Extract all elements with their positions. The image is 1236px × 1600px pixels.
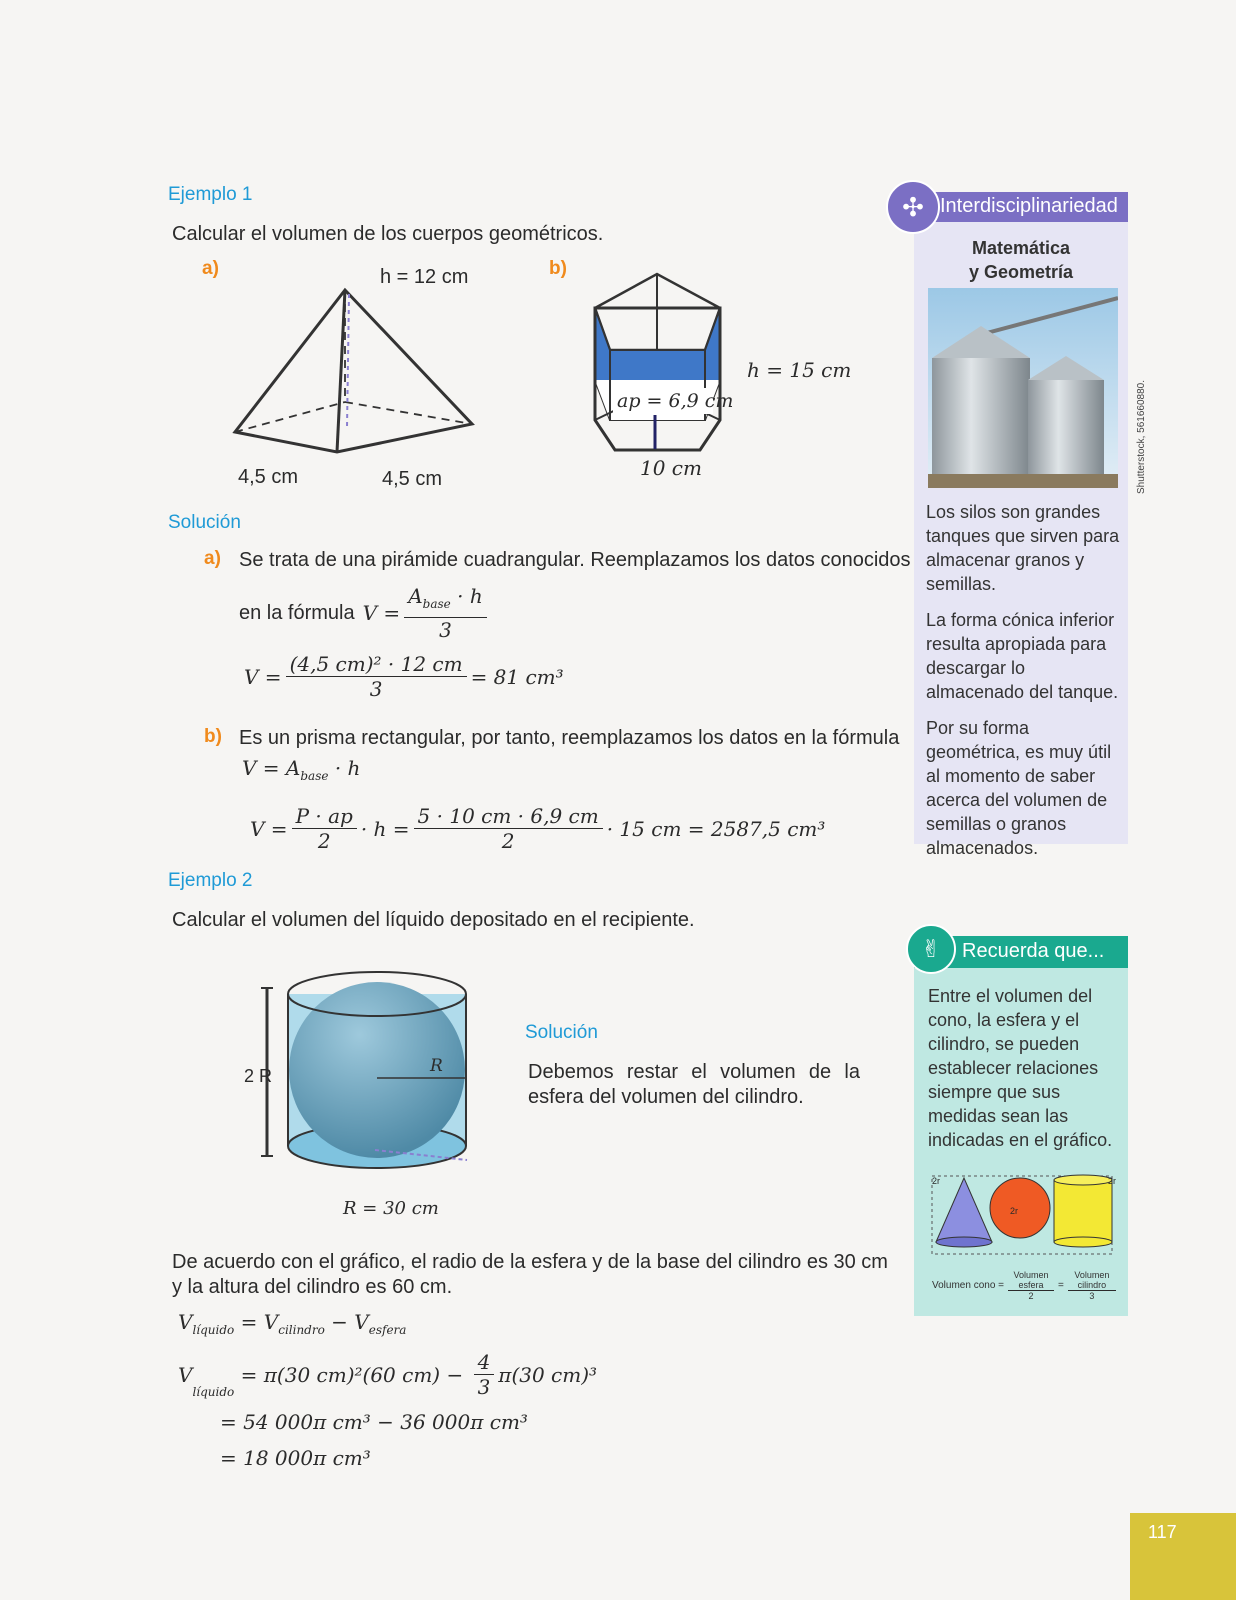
example2-statement: Calcular el volumen del líquido depositado en el recipiente.	[172, 909, 695, 931]
sol-b-label: b)	[204, 726, 222, 747]
calc-a-result: = 81 cm³	[470, 664, 564, 689]
calc-b-lhs: V =	[250, 816, 288, 841]
calc-a-lhs: V =	[244, 664, 282, 689]
eq2-fraction	[474, 1350, 495, 1399]
fig-a-height: h = 12 cm	[380, 266, 469, 288]
calc-b-fraction1	[292, 804, 357, 853]
calc-b-mid: · h =	[360, 816, 410, 841]
fig-a-side1: 4,5 cm	[238, 466, 299, 488]
recuerda-header: Recuerda que...	[962, 940, 1105, 962]
eq1-v: V	[178, 1310, 193, 1334]
equation-4: = 18 000π cm³	[220, 1446, 371, 1470]
formula-b-main: V = A	[242, 756, 301, 780]
calc-b-num2: 5 · 10 cm · 6,9 cm	[414, 804, 603, 829]
sol-b-text1: Es un prisma rectangular, por tanto, reemplazamos los datos en la fórmula	[239, 727, 900, 749]
formula-b-rest: · h	[328, 756, 361, 780]
interdisciplinariedad-p2: La forma cónica inferior resulta apropiada para descargar lo almacenado del tanque.	[926, 610, 1119, 702]
interdisciplinariedad-p3: Por su forma geométrica, es muy útil al momento de saber acerca del volumen de semillas o granos almacenados.	[926, 718, 1112, 858]
calc-b-den2: 2	[501, 829, 515, 853]
subtitle-line1: Matemática	[971, 238, 1071, 258]
page-number-tab	[1130, 1513, 1236, 1600]
calc-a-num: (4,5 cm)² · 12 cm	[286, 652, 467, 677]
sol-a-formula-fraction	[404, 584, 487, 643]
interdisciplinariedad-header: Interdisciplinariedad	[940, 195, 1118, 217]
fig-b-apothem: ap = 6,9 cm	[617, 390, 734, 412]
recuerda-formula-lhs: Volumen cono =	[932, 1280, 1004, 1291]
eq2-b: π(30 cm)³	[498, 1362, 598, 1387]
sol-a-text1: Se trata de una pirámide cuadrangular. Reemplazamos los datos conocidos	[239, 549, 911, 571]
eq2-lhs: V	[178, 1362, 193, 1387]
recuerda-frac-esfera-num: Volumen esfera	[1008, 1270, 1054, 1291]
recuerda-formula: Volumen cono = $\frac{\text{Volumen esfera}}{2}$ = $\frac{\text{Volumen cilindro}}{3}$	[932, 1270, 1120, 1301]
eq1-s2: cilindro	[278, 1323, 325, 1337]
puzzle-icon: ✣	[886, 180, 940, 234]
calc-b-result: · 15 cm = 2587,5 cm³	[606, 816, 826, 841]
sol-b-formula	[242, 756, 360, 783]
formula-a-rest: · h	[450, 584, 483, 608]
recuerda-frac-esfera-den: 2	[1028, 1291, 1034, 1301]
sol-a-calc	[244, 652, 564, 701]
page-number: 117	[1148, 1522, 1177, 1542]
fig2-base-label: R = 30 cm	[343, 1198, 439, 1219]
eq2-sub: líquido	[192, 1385, 235, 1399]
photo-credit: Shutterstock, 561660880.	[1136, 380, 1147, 494]
fig2-radius-label: R	[430, 1056, 443, 1076]
cylinder-sphere-figure	[255, 960, 495, 1210]
recuerda-frac-cilindro	[1068, 1270, 1116, 1301]
calc-a-fraction	[286, 652, 467, 701]
formula-b-sub: base	[300, 769, 329, 783]
eq1-s1: líquido	[192, 1323, 235, 1337]
sol-a-text2: en la fórmula	[239, 602, 355, 624]
eq1-s3: esfera	[368, 1323, 407, 1337]
fig-b-label: b)	[549, 258, 567, 279]
fig2-height-label: 2 R	[244, 1066, 273, 1086]
reminder-hand-icon: ✌	[906, 924, 956, 974]
prism-figure	[585, 270, 745, 470]
example2-solution-title: Solución	[525, 1022, 598, 1043]
equation-1	[178, 1310, 406, 1337]
eq1-mid: = V	[234, 1310, 279, 1334]
recuerda-text: Entre el volumen del cono, la esfera y el cilindro, se pueden establecer relaciones siempre que sus medidas sean las indicadas en el gráfico.	[928, 986, 1113, 1150]
recuerda-frac-esfera	[1008, 1270, 1054, 1301]
example2-solution-text: Debemos restar el volumen de la esfera del volumen del cilindro.	[528, 1061, 860, 1108]
fig-label-2r-cone: 2r	[932, 1176, 941, 1186]
example1-statement: Calcular el volumen de los cuerpos geométricos.	[172, 223, 604, 245]
eq1-mid2: − V	[324, 1310, 369, 1334]
cone-sphere-cylinder-figure	[926, 1170, 1122, 1266]
recuerda-frac-cilindro-num: Volumen cilindro	[1068, 1270, 1116, 1291]
sol-b-calc	[250, 804, 825, 853]
sol-a-formula-lhs: V =	[362, 601, 401, 625]
equation-2	[178, 1350, 597, 1399]
fig-b-height: h = 15 cm	[747, 358, 852, 382]
interdisciplinariedad-p1: Los silos son grandes tanques que sirven para almacenar granos y semillas.	[926, 502, 1120, 594]
calc-b-den1: 2	[317, 829, 331, 853]
calc-b-fraction2	[414, 804, 603, 853]
eq2-frac-den: 3	[477, 1375, 491, 1399]
subtitle-line2: y Geometría	[968, 262, 1074, 282]
formula-a-den: 3	[439, 618, 452, 642]
fig-label-2r-sphere: 2r	[1010, 1206, 1019, 1216]
fig-a-label: a)	[202, 258, 219, 279]
fig-a-side2: 4,5 cm	[382, 468, 443, 490]
fig-b-side: 10 cm	[640, 456, 702, 480]
sol-a-label: a)	[204, 548, 221, 569]
sol-a-formula-line	[239, 584, 491, 643]
eq2-a: = π(30 cm)²(60 cm) −	[234, 1362, 470, 1387]
calc-a-den: 3	[369, 677, 383, 701]
interdisciplinariedad-subtitle	[914, 236, 1128, 284]
example2-paragraph: De acuerdo con el gráfico, el radio de la esfera y de la base del cilindro es 30 cm y la altura del cilindro es 60 cm.	[172, 1251, 888, 1298]
example1-title: Ejemplo 1	[168, 184, 253, 205]
eq2-frac-num: 4	[474, 1350, 495, 1375]
silos-photo	[928, 288, 1118, 488]
example2-title: Ejemplo 2	[168, 870, 253, 891]
pyramid-figure	[225, 280, 485, 490]
equation-3: = 54 000π cm³ − 36 000π cm³	[220, 1410, 528, 1434]
recuerda-frac-cilindro-den: 3	[1089, 1291, 1095, 1301]
fig-label-2r-cylinder: 2r	[1108, 1176, 1117, 1186]
calc-b-num1: P · ap	[292, 804, 357, 829]
example1-solution-title: Solución	[168, 512, 241, 533]
formula-a-sub: base	[422, 597, 451, 611]
formula-a-num: A	[408, 584, 423, 608]
